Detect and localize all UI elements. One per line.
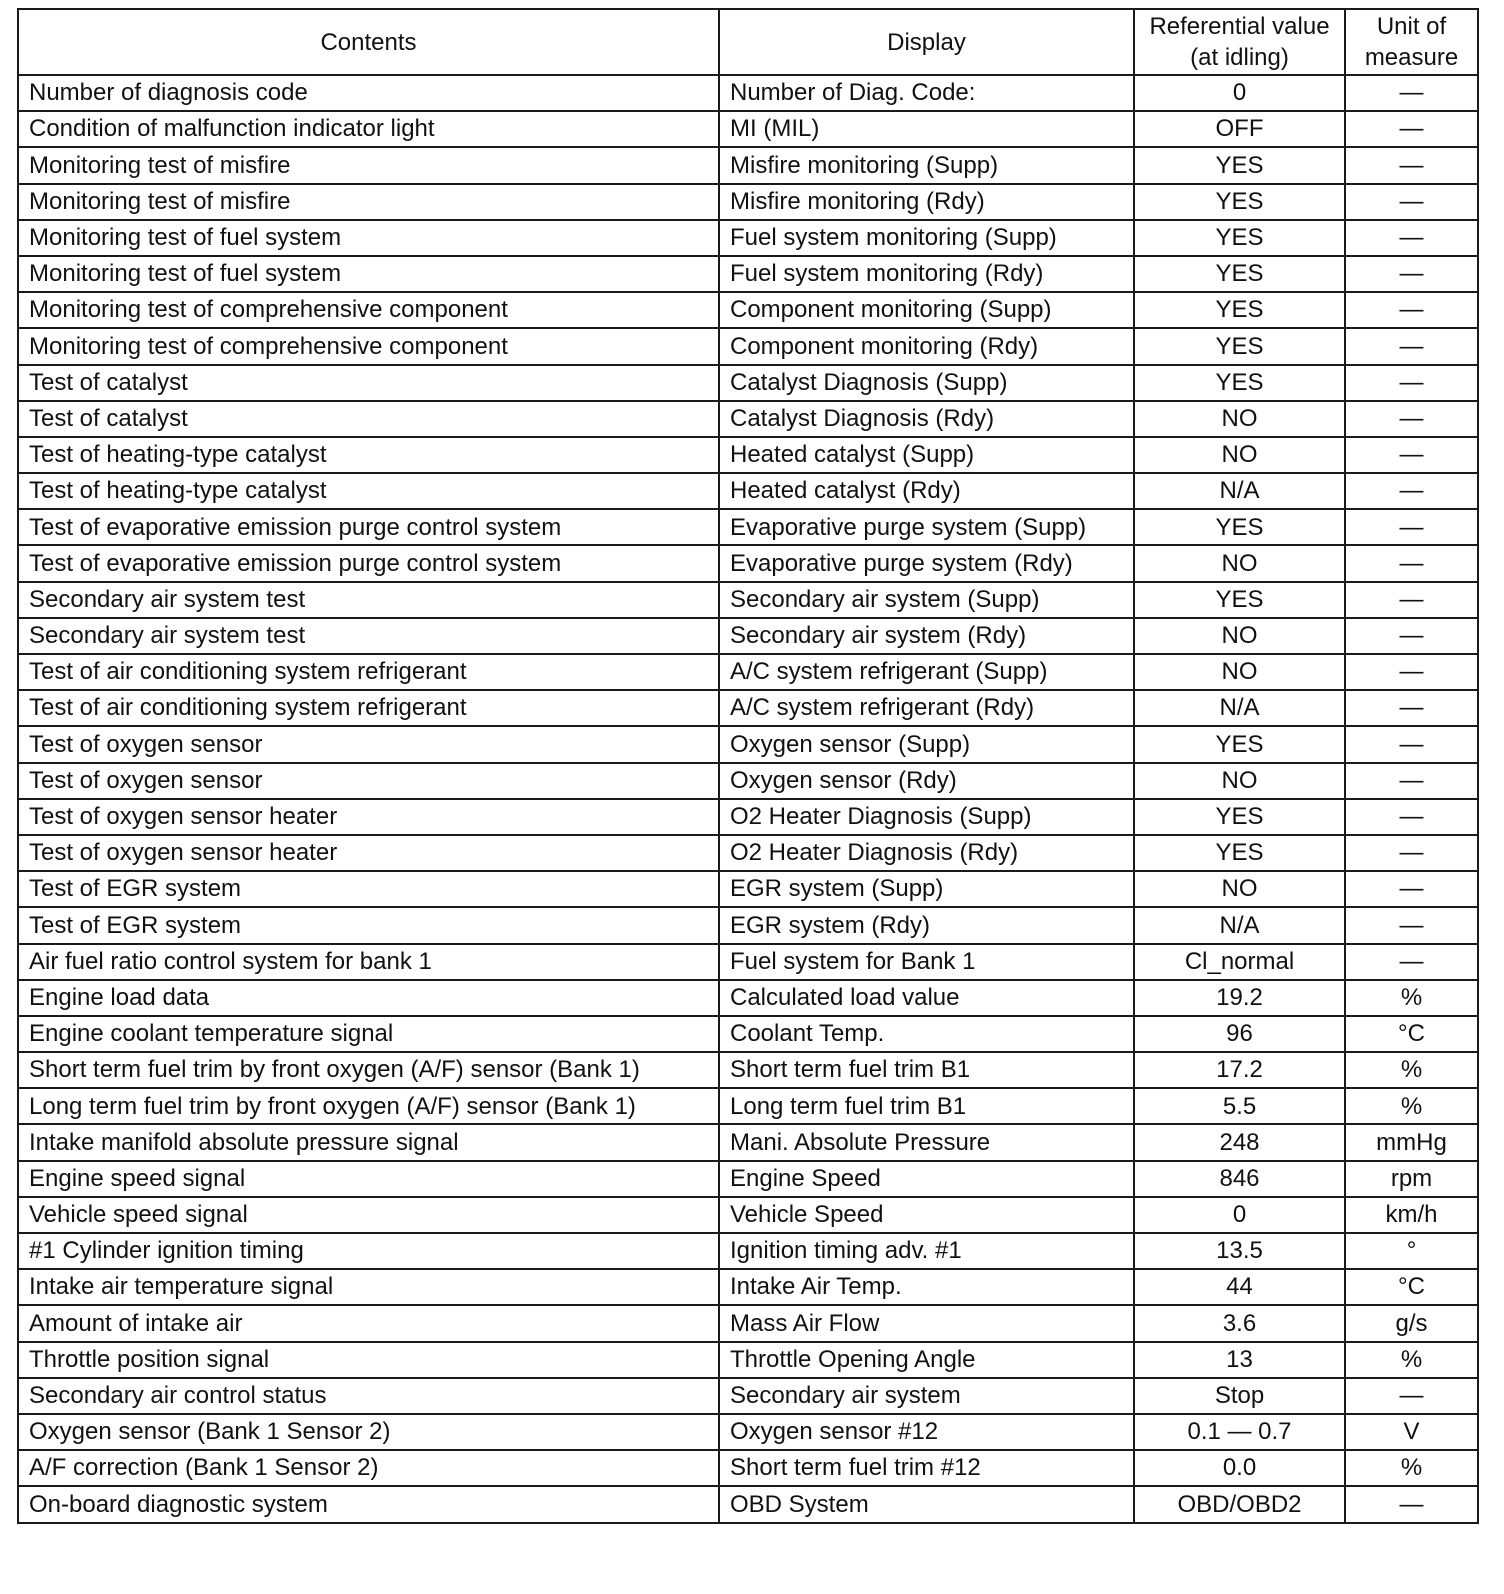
cell-unit: —: [1345, 111, 1478, 147]
cell-contents: Test of heating-type catalyst: [18, 437, 719, 473]
cell-referential-value: YES: [1134, 582, 1345, 618]
cell-referential-value: Cl_normal: [1134, 944, 1345, 980]
cell-unit: —: [1345, 256, 1478, 292]
cell-referential-value: NO: [1134, 871, 1345, 907]
cell-unit: —: [1345, 618, 1478, 654]
cell-display: EGR system (Rdy): [719, 907, 1134, 943]
cell-contents: Amount of intake air: [18, 1305, 719, 1341]
header-referential-value-line2: (at idling): [1190, 44, 1289, 71]
cell-referential-value: 846: [1134, 1161, 1345, 1197]
cell-unit: —: [1345, 1378, 1478, 1414]
table-row: [18, 401, 1478, 437]
table-row: [18, 799, 1478, 835]
cell-display: O2 Heater Diagnosis (Supp): [719, 799, 1134, 835]
cell-contents: Test of EGR system: [18, 871, 719, 907]
cell-unit: —: [1345, 690, 1478, 726]
table-row: [18, 1233, 1478, 1269]
cell-unit: —: [1345, 545, 1478, 581]
cell-unit: —: [1345, 835, 1478, 871]
cell-display: Short term fuel trim B1: [719, 1052, 1134, 1088]
cell-display: Secondary air system: [719, 1378, 1134, 1414]
cell-contents: Throttle position signal: [18, 1342, 719, 1378]
cell-display: Vehicle Speed: [719, 1197, 1134, 1233]
cell-contents: Secondary air system test: [18, 618, 719, 654]
cell-contents: Air fuel ratio control system for bank 1: [18, 944, 719, 980]
header-referential-value: [1134, 9, 1345, 75]
cell-display: Intake Air Temp.: [719, 1269, 1134, 1305]
cell-display: Long term fuel trim B1: [719, 1088, 1134, 1124]
cell-display: Short term fuel trim #12: [719, 1450, 1134, 1486]
cell-contents: Test of EGR system: [18, 907, 719, 943]
cell-contents: Test of oxygen sensor: [18, 726, 719, 762]
table-row: [18, 365, 1478, 401]
cell-display: Heated catalyst (Rdy): [719, 473, 1134, 509]
cell-unit: —: [1345, 944, 1478, 980]
cell-contents: Engine coolant temperature signal: [18, 1016, 719, 1052]
table-row: [18, 1414, 1478, 1450]
cell-unit: —: [1345, 509, 1478, 545]
cell-referential-value: OFF: [1134, 111, 1345, 147]
header-unit-of-measure: [1345, 9, 1478, 75]
cell-referential-value: YES: [1134, 220, 1345, 256]
cell-unit: —: [1345, 220, 1478, 256]
header-unit-line1: Unit of: [1376, 13, 1447, 40]
cell-referential-value: 3.6: [1134, 1305, 1345, 1341]
cell-unit: —: [1345, 184, 1478, 220]
cell-contents: Number of diagnosis code: [18, 75, 719, 111]
cell-display: Secondary air system (Rdy): [719, 618, 1134, 654]
cell-display: A/C system refrigerant (Supp): [719, 654, 1134, 690]
cell-referential-value: 0: [1134, 75, 1345, 111]
table-row: [18, 582, 1478, 618]
cell-referential-value: YES: [1134, 726, 1345, 762]
cell-unit: g/s: [1345, 1305, 1478, 1341]
cell-unit: %: [1345, 1052, 1478, 1088]
cell-unit: —: [1345, 726, 1478, 762]
table-row: [18, 437, 1478, 473]
cell-contents: Monitoring test of misfire: [18, 184, 719, 220]
header-display: Display: [719, 9, 1134, 75]
cell-display: Evaporative purge system (Supp): [719, 509, 1134, 545]
table-row: [18, 1052, 1478, 1088]
table-row: [18, 835, 1478, 871]
cell-contents: Test of evaporative emission purge control system: [18, 509, 719, 545]
cell-unit: —: [1345, 654, 1478, 690]
cell-display: Component monitoring (Rdy): [719, 328, 1134, 364]
cell-referential-value: NO: [1134, 545, 1345, 581]
cell-referential-value: 248: [1134, 1124, 1345, 1160]
cell-display: Mani. Absolute Pressure: [719, 1124, 1134, 1160]
cell-unit: %: [1345, 1450, 1478, 1486]
cell-display: Misfire monitoring (Rdy): [719, 184, 1134, 220]
table-row: [18, 944, 1478, 980]
cell-display: Component monitoring (Supp): [719, 292, 1134, 328]
table-row: [18, 545, 1478, 581]
cell-referential-value: 17.2: [1134, 1052, 1345, 1088]
cell-display: Evaporative purge system (Rdy): [719, 545, 1134, 581]
table-row: [18, 618, 1478, 654]
cell-display: Heated catalyst (Supp): [719, 437, 1134, 473]
cell-unit: °C: [1345, 1269, 1478, 1305]
cell-display: Oxygen sensor (Supp): [719, 726, 1134, 762]
cell-referential-value: N/A: [1134, 907, 1345, 943]
referential-value-table: [17, 8, 1479, 1524]
table-row: [18, 654, 1478, 690]
cell-referential-value: 0.1 — 0.7: [1134, 1414, 1345, 1450]
cell-referential-value: YES: [1134, 835, 1345, 871]
table-row: [18, 184, 1478, 220]
cell-display: Fuel system monitoring (Rdy): [719, 256, 1134, 292]
table-row: [18, 763, 1478, 799]
table-row: [18, 871, 1478, 907]
cell-contents: Monitoring test of fuel system: [18, 220, 719, 256]
cell-contents: Intake air temperature signal: [18, 1269, 719, 1305]
cell-referential-value: 96: [1134, 1016, 1345, 1052]
cell-contents: Test of heating-type catalyst: [18, 473, 719, 509]
table-row: [18, 328, 1478, 364]
header-referential-value-line1: Referential value: [1149, 13, 1330, 40]
cell-unit: —: [1345, 328, 1478, 364]
table-row: [18, 907, 1478, 943]
cell-contents: Engine load data: [18, 980, 719, 1016]
cell-contents: Test of air conditioning system refrigerant: [18, 690, 719, 726]
table-body: [18, 75, 1478, 1523]
cell-display: Oxygen sensor (Rdy): [719, 763, 1134, 799]
cell-unit: —: [1345, 1486, 1478, 1522]
cell-referential-value: NO: [1134, 401, 1345, 437]
table-row: [18, 292, 1478, 328]
table-row: [18, 1197, 1478, 1233]
cell-contents: Test of evaporative emission purge control system: [18, 545, 719, 581]
cell-unit: —: [1345, 799, 1478, 835]
cell-unit: V: [1345, 1414, 1478, 1450]
cell-unit: —: [1345, 582, 1478, 618]
table-row: [18, 220, 1478, 256]
cell-contents: Long term fuel trim by front oxygen (A/F) sensor (Bank 1): [18, 1088, 719, 1124]
cell-display: Coolant Temp.: [719, 1016, 1134, 1052]
cell-unit: °C: [1345, 1016, 1478, 1052]
cell-referential-value: NO: [1134, 654, 1345, 690]
cell-unit: %: [1345, 980, 1478, 1016]
cell-contents: Monitoring test of comprehensive component: [18, 292, 719, 328]
cell-unit: —: [1345, 401, 1478, 437]
table-row: [18, 1486, 1478, 1522]
cell-contents: Short term fuel trim by front oxygen (A/F) sensor (Bank 1): [18, 1052, 719, 1088]
cell-display: Misfire monitoring (Supp): [719, 147, 1134, 183]
cell-referential-value: 19.2: [1134, 980, 1345, 1016]
cell-display: EGR system (Supp): [719, 871, 1134, 907]
cell-unit: —: [1345, 292, 1478, 328]
cell-contents: Intake manifold absolute pressure signal: [18, 1124, 719, 1160]
cell-contents: Monitoring test of fuel system: [18, 256, 719, 292]
cell-unit: —: [1345, 437, 1478, 473]
cell-contents: Monitoring test of misfire: [18, 147, 719, 183]
table-row: [18, 75, 1478, 111]
cell-referential-value: YES: [1134, 799, 1345, 835]
cell-display: MI (MIL): [719, 111, 1134, 147]
cell-unit: —: [1345, 473, 1478, 509]
cell-referential-value: 13.5: [1134, 1233, 1345, 1269]
cell-contents: Test of oxygen sensor: [18, 763, 719, 799]
cell-referential-value: 0: [1134, 1197, 1345, 1233]
cell-contents: On-board diagnostic system: [18, 1486, 719, 1522]
cell-referential-value: 5.5: [1134, 1088, 1345, 1124]
table-row: [18, 111, 1478, 147]
cell-display: Throttle Opening Angle: [719, 1342, 1134, 1378]
cell-unit: —: [1345, 75, 1478, 111]
table-row: [18, 1269, 1478, 1305]
cell-contents: Test of catalyst: [18, 365, 719, 401]
cell-unit: —: [1345, 147, 1478, 183]
cell-display: Calculated load value: [719, 980, 1134, 1016]
table-row: [18, 1088, 1478, 1124]
cell-unit: °: [1345, 1233, 1478, 1269]
cell-referential-value: YES: [1134, 256, 1345, 292]
cell-display: Fuel system for Bank 1: [719, 944, 1134, 980]
cell-contents: Secondary air system test: [18, 582, 719, 618]
cell-display: Catalyst Diagnosis (Supp): [719, 365, 1134, 401]
table-row: [18, 1378, 1478, 1414]
table-row: [18, 473, 1478, 509]
cell-unit: —: [1345, 763, 1478, 799]
table-row: [18, 690, 1478, 726]
cell-referential-value: N/A: [1134, 690, 1345, 726]
cell-referential-value: NO: [1134, 763, 1345, 799]
cell-unit: km/h: [1345, 1197, 1478, 1233]
cell-referential-value: 44: [1134, 1269, 1345, 1305]
table-row: [18, 1016, 1478, 1052]
cell-unit: rpm: [1345, 1161, 1478, 1197]
cell-unit: —: [1345, 871, 1478, 907]
cell-referential-value: NO: [1134, 437, 1345, 473]
cell-display: Fuel system monitoring (Supp): [719, 220, 1134, 256]
cell-contents: Secondary air control status: [18, 1378, 719, 1414]
cell-contents: Vehicle speed signal: [18, 1197, 719, 1233]
cell-display: Oxygen sensor #12: [719, 1414, 1134, 1450]
table-header: [18, 9, 1478, 75]
cell-display: Number of Diag. Code:: [719, 75, 1134, 111]
cell-contents: A/F correction (Bank 1 Sensor 2): [18, 1450, 719, 1486]
cell-unit: %: [1345, 1342, 1478, 1378]
cell-contents: Test of oxygen sensor heater: [18, 835, 719, 871]
cell-referential-value: N/A: [1134, 473, 1345, 509]
cell-display: Secondary air system (Supp): [719, 582, 1134, 618]
cell-referential-value: YES: [1134, 184, 1345, 220]
table-row: [18, 1450, 1478, 1486]
cell-referential-value: YES: [1134, 292, 1345, 328]
cell-contents: Monitoring test of comprehensive component: [18, 328, 719, 364]
table-row: [18, 256, 1478, 292]
cell-contents: Test of air conditioning system refrigerant: [18, 654, 719, 690]
cell-display: OBD System: [719, 1486, 1134, 1522]
table-row: [18, 1305, 1478, 1341]
cell-unit: —: [1345, 907, 1478, 943]
header-row: [18, 9, 1478, 75]
cell-referential-value: YES: [1134, 509, 1345, 545]
cell-referential-value: 13: [1134, 1342, 1345, 1378]
header-unit-line2: measure: [1364, 44, 1459, 71]
table-row: [18, 1124, 1478, 1160]
table-row: [18, 726, 1478, 762]
cell-unit: mmHg: [1345, 1124, 1478, 1160]
cell-referential-value: YES: [1134, 328, 1345, 364]
cell-display: Catalyst Diagnosis (Rdy): [719, 401, 1134, 437]
cell-display: A/C system refrigerant (Rdy): [719, 690, 1134, 726]
cell-contents: Oxygen sensor (Bank 1 Sensor 2): [18, 1414, 719, 1450]
table-row: [18, 147, 1478, 183]
cell-contents: #1 Cylinder ignition timing: [18, 1233, 719, 1269]
cell-referential-value: 0.0: [1134, 1450, 1345, 1486]
cell-display: O2 Heater Diagnosis (Rdy): [719, 835, 1134, 871]
cell-contents: Test of catalyst: [18, 401, 719, 437]
cell-display: Ignition timing adv. #1: [719, 1233, 1134, 1269]
cell-referential-value: YES: [1134, 365, 1345, 401]
cell-contents: Engine speed signal: [18, 1161, 719, 1197]
cell-unit: —: [1345, 365, 1478, 401]
table-row: [18, 980, 1478, 1016]
cell-contents: Condition of malfunction indicator light: [18, 111, 719, 147]
cell-contents: Test of oxygen sensor heater: [18, 799, 719, 835]
cell-referential-value: NO: [1134, 618, 1345, 654]
cell-display: Engine Speed: [719, 1161, 1134, 1197]
table-row: [18, 509, 1478, 545]
table-row: [18, 1161, 1478, 1197]
cell-referential-value: OBD/OBD2: [1134, 1486, 1345, 1522]
cell-unit: %: [1345, 1088, 1478, 1124]
cell-display: Mass Air Flow: [719, 1305, 1134, 1341]
table-row: [18, 1342, 1478, 1378]
header-contents: Contents: [18, 9, 719, 75]
cell-referential-value: YES: [1134, 147, 1345, 183]
cell-referential-value: Stop: [1134, 1378, 1345, 1414]
